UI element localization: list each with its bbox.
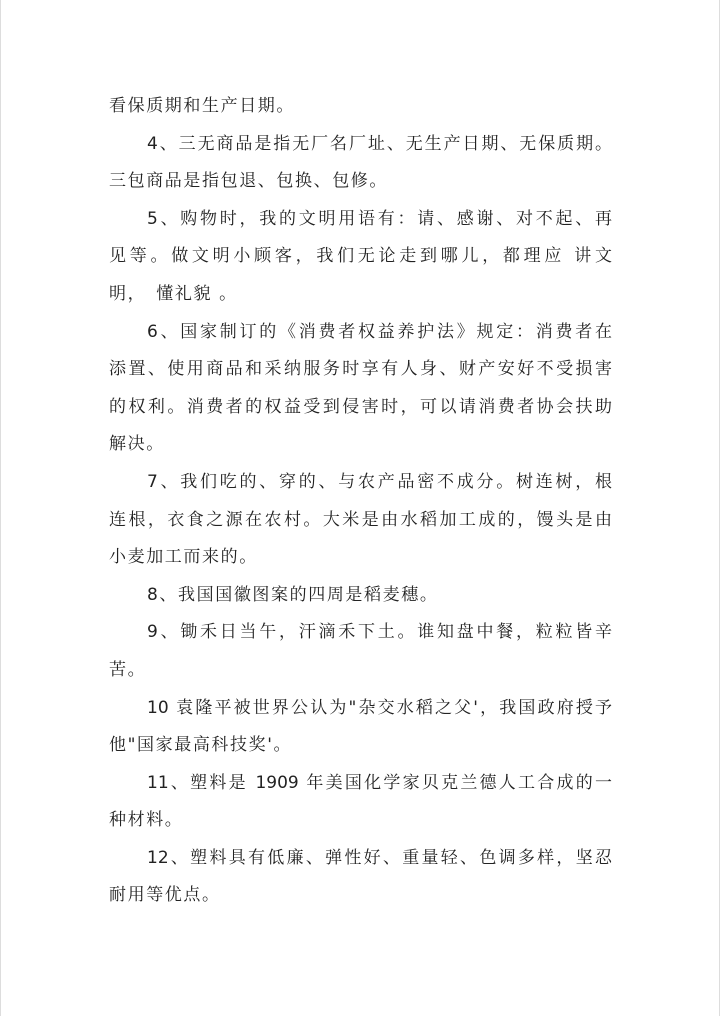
paragraph xyxy=(109,769,612,844)
text-line: 10 袁隆平被世界公认为"杂交水稻之父'，我国政府授予 xyxy=(147,697,612,718)
text-line: 12、塑料具有低廉、弹性好、重量轻、色调多样，坚忍 xyxy=(147,847,612,868)
text-line: 种材料。 xyxy=(109,810,184,831)
text-line: 明， 懂礼貌 。 xyxy=(109,283,238,304)
text-line: 添置、使用商品和采纳服务时享有人身、财产安好不受损害 xyxy=(109,359,612,380)
text-line: 5、购物时，我的文明用语有：请、感谢、对不起、再 xyxy=(147,208,612,229)
text-line: 的权利。消费者的权益受到侵害时，可以请消费者协会扶助 xyxy=(109,396,612,417)
text-line: 看保质期和生产日期。 xyxy=(109,96,295,116)
text-line: 耐用等优点。 xyxy=(109,885,221,906)
paragraph xyxy=(109,318,612,468)
paragraph xyxy=(109,130,612,205)
text-line: 4、三无商品是指无厂名厂址、无生产日期、无保质期。 xyxy=(147,133,612,154)
paragraph xyxy=(109,468,612,581)
paragraph xyxy=(109,92,612,130)
text-line: 9、锄禾日当午，汗滴禾下土。谁知盘中餐，粒粒皆辛 xyxy=(147,622,612,643)
paragraph xyxy=(109,581,612,619)
text-line: 苦。 xyxy=(109,659,147,680)
paragraph xyxy=(109,694,612,769)
paragraph xyxy=(109,205,612,318)
text-line: 解决。 xyxy=(109,434,165,455)
paragraph xyxy=(109,844,612,919)
text-line: 见等。做文明小顾客，我们无论走到哪儿，都理应 讲文 xyxy=(109,246,612,267)
text-line: 他"国家最高科技奖'。 xyxy=(109,735,293,756)
document-body xyxy=(109,92,612,919)
paragraph xyxy=(109,618,612,693)
text-line: 连根，衣食之源在农村。大米是由水稻加工成的，馒头是由 xyxy=(109,509,612,530)
text-line: 11、塑料是 1909 年美国化学家贝克兰德人工合成的一 xyxy=(147,772,612,793)
text-line: 8、我国国徽图案的四周是稻麦穗。 xyxy=(147,584,439,605)
text-line: 小麦加工而来的。 xyxy=(109,547,258,568)
text-line: 三包商品是指包退、包换、包修。 xyxy=(109,171,388,192)
text-line: 7、我们吃的、穿的、与农产品密不成分。树连树，根 xyxy=(147,471,612,492)
text-line: 6、国家制订的《消费者权益养护法》规定：消费者在 xyxy=(147,321,612,342)
